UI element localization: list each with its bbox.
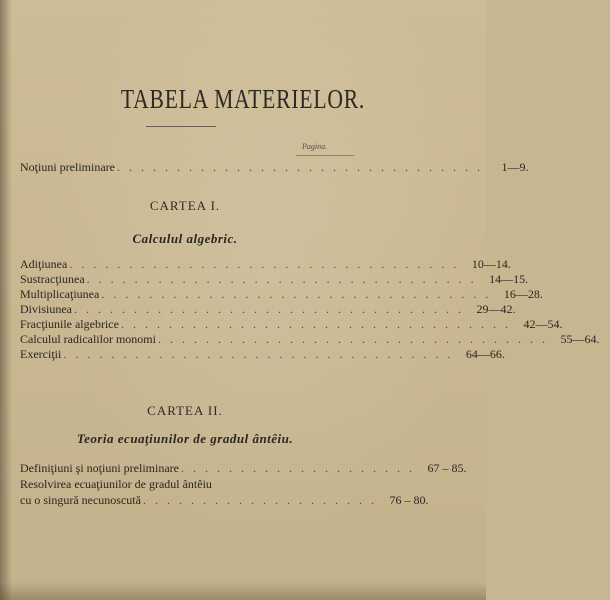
toc-entry [20,257,511,272]
toc-entry-label: Exerciţii [20,347,62,361]
toc-entry-label: Sustracţiunea [20,272,85,286]
toc-entry [20,272,529,287]
book1-subheading: Calculul algebric. [132,231,238,246]
toc-entry-label: Definiţiuni şi noţiuni preliminare [20,461,179,475]
toc-entry [20,332,600,347]
toc-entry-pages: 1—9. [501,160,529,174]
column-header-divider [296,155,354,156]
dot-leader: . . . . . . . . . . . . . . . . . . . . . . . . . . . . . . . . . [101,287,492,301]
book2-subheading: Teoria ecuaţiunilor de gradul ântêiu. [76,431,294,446]
toc-entry-label: cu o singură necunoscută [20,493,141,507]
toc-entry-pages: 76 – 80. [389,493,429,507]
toc-entry [20,347,505,362]
toc-entry [20,317,563,332]
toc-entry-pages: 10—14. [471,257,511,271]
toc-entry-pages: 29—42. [476,302,516,316]
dot-leader: . . . . . . . . . . . . . . . . . . . . . . . . . . . . . . . . . [63,347,454,361]
toc-entry-pages: 16—28. [503,287,543,301]
toc-entry-label: Noţiuni preliminare [20,160,115,174]
title-divider [146,126,216,127]
toc-entry-label: Adiţiunea [20,257,68,271]
toc-entry-pages: 14—15. [489,272,529,286]
toc-entry-multiline-first: Resolvirea ecuaţiunilor de gradul ântêiu [20,477,212,491]
dot-leader: . . . . . . . . . . . . . . . . . . . . . . . . . . . . . . . . . [86,272,477,286]
toc-entry-pages: 55—64. [560,332,600,346]
toc-entry-label: Calculul radicalilor monomi [20,332,156,346]
dot-leader: . . . . . . . . . . . . . . . . . . . . . . . . . . . . . . . . . [120,317,511,331]
toc-entry-label: Fracţiunile algebrice [20,317,119,331]
dot-leader: . . . . . . . . . . . . . . . . . . . . . . . . . . . . . . . . . [74,302,464,316]
dot-leader: . . . . . . . . . . . . . . . . . . . . . . . . . . . . . . . . . [69,257,460,271]
toc-entry [20,287,543,302]
toc-entry-multiline-second [20,493,429,508]
page-title: TABELA MATERIELOR. [120,84,366,114]
toc-entry-label: Multiplicaţiunea [20,287,100,301]
page-column-header: Pagina. [302,142,328,151]
toc-entry-label: Divisiunea [20,302,72,316]
book2-heading: CARTEA II. [147,403,223,418]
dot-leader: . . . . . . . . . . . . . . . . . . . . [142,493,377,507]
toc-entry [20,302,516,317]
toc-entry-pages: 42—54. [523,317,563,331]
dot-leader: . . . . . . . . . . . . . . . . . . . . . . . . . . . . . . . [116,160,483,174]
toc-entry-pages: 67 – 85. [427,461,467,475]
book1-heading: CARTEA I. [149,198,221,213]
toc-entry [20,461,467,476]
dot-leader: . . . . . . . . . . . . . . . . . . . . . . . . . . . . . . . . . [157,332,548,346]
toc-entry-intro [20,160,529,175]
dot-leader: . . . . . . . . . . . . . . . . . . . . [180,461,415,475]
toc-entry-pages: 64—66. [465,347,505,361]
